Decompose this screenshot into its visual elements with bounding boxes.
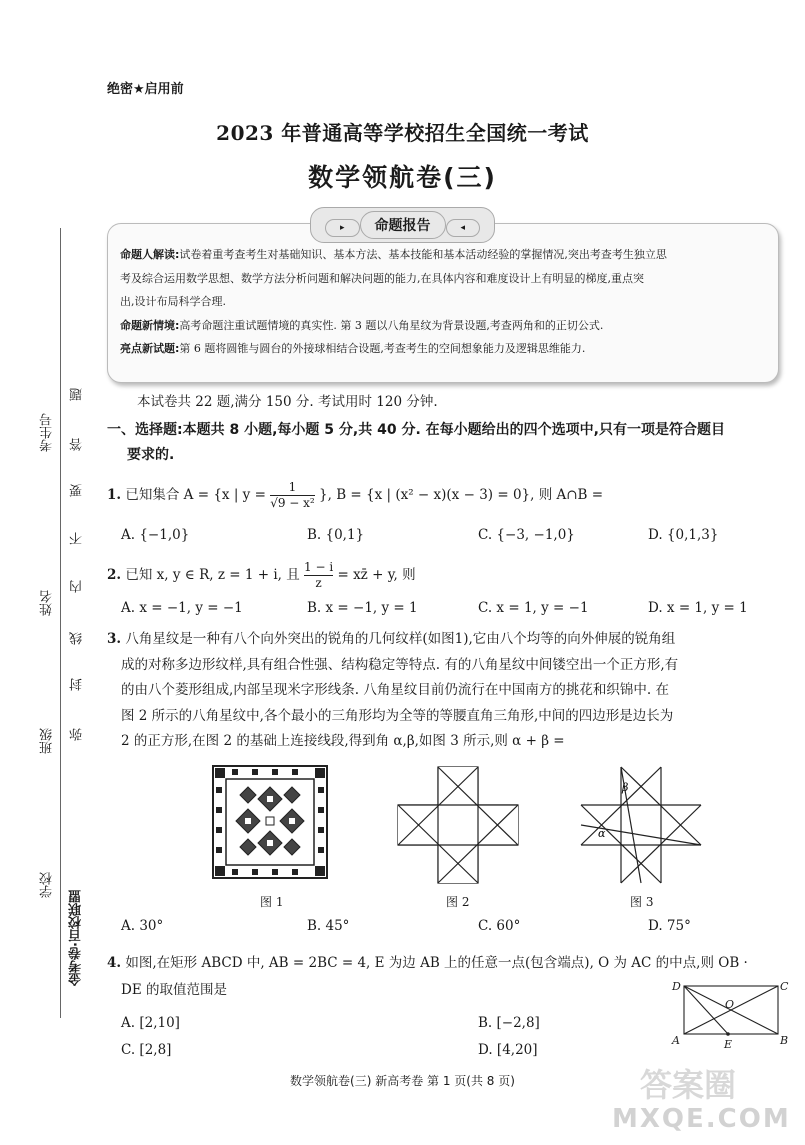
section-1-line2: 要求的.	[127, 447, 175, 463]
q4-option-a[interactable]: A. [2,10]	[121, 1015, 180, 1031]
confidential-label: 绝密★启用前	[107, 82, 184, 97]
q3-option-c[interactable]: C. 60°	[478, 918, 521, 934]
q2-stem-pre: 已知 x, y ∈ R, z = 1 + i, 且	[125, 567, 300, 583]
report-p3	[120, 337, 772, 361]
q1-frac-num: 1	[270, 480, 315, 496]
q3-beta-label: β	[622, 781, 629, 794]
q3-line1-text: 八角星纹是一种有八个向外突出的锐角的几何纹样(如图1),它由八个均等的向外伸展的锐角组	[125, 631, 676, 647]
q3-alpha-label: α	[598, 827, 606, 840]
seal-char-8: 弥	[70, 728, 85, 741]
school-label: 学校	[40, 872, 55, 898]
q3-line4: 图 2 所示的八角星纹中,各个最小的三角形均为全等的等腰直角三角形,中间的四边形是边长为	[121, 707, 674, 724]
report-p1-line1: 试卷着重考查考生对基础知识、基本方法、基本技能和基本活动经验的掌握情况,突出考查考生独立思	[179, 248, 667, 261]
q3-line1	[107, 627, 790, 653]
seal-char-7: 封	[70, 678, 85, 691]
q4-label-c: C	[780, 980, 789, 993]
exam-no-label: 考生号	[40, 413, 55, 452]
q2-frac-num: 1 − i	[304, 560, 334, 574]
q3-option-b[interactable]: B. 45°	[307, 918, 350, 934]
q4-option-c[interactable]: C. [2,8]	[121, 1042, 172, 1058]
watermark-url: MXQE.COM	[612, 1104, 791, 1134]
q4-label-b: B	[780, 1034, 789, 1047]
report-body	[120, 243, 772, 361]
q2-option-b[interactable]: B. x = −1, y = 1	[307, 600, 418, 616]
q4-option-d[interactable]: D. [4,20]	[478, 1042, 538, 1058]
q3-fig2-caption: 图 2	[446, 895, 470, 909]
q2-option-a[interactable]: A. x = −1, y = −1	[121, 600, 243, 616]
q2-option-d[interactable]: D. x = 1, y = 1	[648, 600, 748, 616]
class-label: 班级	[40, 728, 55, 754]
q4-number: 4.	[107, 955, 122, 971]
report-title: ▸命题报告 ◂	[0, 207, 805, 243]
q4-label-o: O	[725, 998, 735, 1011]
q3-line5: 2 的正方形,在图 2 的基础上连接线段,得到角 α,β,如图 3 所示,则 α + β =	[121, 733, 565, 749]
report-p1	[120, 243, 772, 267]
report-title-text: 命题报告	[360, 211, 446, 239]
q2-fraction	[304, 560, 333, 591]
seal-char-5: 内	[70, 580, 85, 593]
report-p1-line3: 出,设计布局科学合理.	[120, 295, 226, 308]
report-p3-text: 第 6 题将圆锥与圆台的外接球相结合设题,考查考生的空间想象能力及逻辑思维能力.	[179, 342, 586, 355]
report-p2-label: 命题新情境:	[120, 318, 180, 332]
q1-number: 1.	[107, 487, 122, 503]
report-p3-label: 亮点新试题:	[120, 342, 180, 355]
q1-stem-post: }, B = {x | (x² − x)(x − 3) = 0}, 则 A∩B =	[319, 487, 604, 503]
q2-option-c[interactable]: C. x = 1, y = −1	[478, 600, 589, 616]
q4-line1-text: 如图,在矩形 ABCD 中, AB = 2BC = 4, E 为边 AB 上的任意一点(包含端点), O 为 AC 的中点,则 OB ·	[125, 955, 748, 971]
q2-number: 2.	[107, 567, 122, 583]
q3-fig1-caption: 图 1	[260, 895, 284, 909]
seal-char-6: 线	[70, 632, 85, 645]
q1-option-b[interactable]: B. {0,1}	[307, 527, 365, 543]
binding-line	[60, 228, 61, 1018]
q4-label-a: A	[672, 1034, 680, 1047]
intro-text: 本试卷共 22 题,满分 150 分. 考试用时 120 分钟.	[137, 394, 438, 410]
q1-option-d[interactable]: D. {0,1,3}	[648, 527, 719, 543]
page-footer: 数学领航卷(三) 新高考卷 第 1 页(共 8 页)	[290, 1074, 515, 1088]
q1-fraction	[270, 480, 315, 511]
report-p2-text: 高考命题注重试题情境的真实性. 第 3 题以八角星纹为背景设题,考查两角和的正切公式.	[179, 318, 604, 332]
paper-title: 数学领航卷(三)	[308, 163, 497, 192]
q3-figure-3	[578, 765, 704, 885]
q2-frac-den: z	[315, 576, 322, 590]
q4-line2: DE 的取值范围是	[121, 982, 227, 998]
seal-char-4: 不	[70, 532, 85, 545]
q3-fig3-caption: 图 3	[630, 895, 654, 909]
seal-char-2: 答	[70, 438, 85, 451]
q3-number: 3.	[107, 631, 122, 647]
question-1	[107, 480, 603, 511]
q3-figure-1	[212, 765, 328, 879]
question-3	[107, 627, 790, 755]
q4-line1	[107, 950, 790, 977]
report-p1-label: 命题人解读:	[120, 248, 180, 261]
q3-figure-2	[395, 765, 521, 885]
section-1-heading	[107, 418, 787, 468]
report-p2	[120, 314, 772, 338]
q4-option-b[interactable]: B. [−2,8]	[478, 1015, 540, 1031]
q4-label-d: D	[672, 980, 681, 993]
name-label: 姓名	[40, 590, 55, 616]
watermark-corner: 答案圈	[640, 1066, 737, 1104]
q4-figure	[670, 978, 792, 1050]
q1-stem-pre: 已知集合 A = {x | y =	[125, 487, 266, 503]
q2-stem-post: = xz̄ + y, 则	[337, 567, 416, 583]
q1-frac-den: √9 − x²	[270, 496, 315, 510]
q1-option-a[interactable]: A. {−1,0}	[121, 527, 190, 543]
seal-char-1: 题	[70, 388, 85, 401]
q3-line2: 成的对称多边形纹样,具有组合性强、结构稳定等特点. 有的八角星纹中间镂空出一个正方形,有	[121, 656, 679, 673]
q3-option-d[interactable]: D. 75°	[648, 918, 691, 934]
seal-char-3: 要	[70, 484, 85, 497]
q4-label-e: E	[724, 1038, 733, 1050]
question-2	[107, 560, 416, 591]
section-1-line1: 一、选择题:本题共 8 小题,每小题 5 分,共 40 分. 在每小题给出的四个选项中,只有一项是符合题目	[107, 422, 725, 438]
exam-title: 2023 年普通高等学校招生全国统一考试	[216, 121, 589, 145]
q3-option-a[interactable]: A. 30°	[121, 918, 164, 934]
q3-line3: 的由八个菱形组成,内部呈现米字形线条. 八角星纹目前仍流行在中国南方的挑花和织锦中. 在	[121, 682, 669, 698]
alliance-label: 金考卷·百校联盟	[69, 890, 84, 986]
q1-option-c[interactable]: C. {−3, −1,0}	[478, 527, 575, 543]
report-p1-line2: 考及综合运用数学思想、数学方法分析问题和解决问题的能力,在具体内容和难度设计上有明显的梯度,重点突	[120, 271, 644, 285]
